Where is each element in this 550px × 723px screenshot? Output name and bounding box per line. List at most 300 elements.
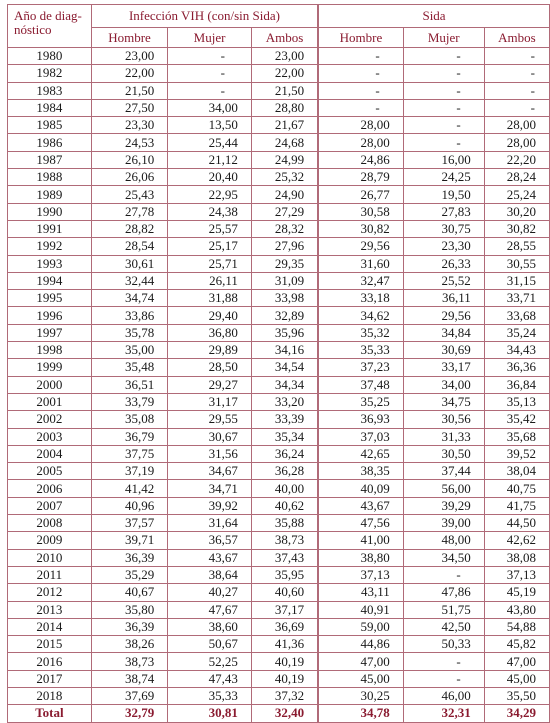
value-cell: 29,55 (168, 411, 252, 428)
value-cell: 30,69 (403, 342, 484, 359)
value-cell: 21,50 (91, 82, 167, 99)
value-cell: 33,79 (91, 393, 167, 410)
value-cell: 28,00 (484, 117, 549, 134)
value-cell: 24,38 (168, 203, 252, 220)
total-label: Total (8, 705, 92, 722)
value-cell: 30,50 (403, 445, 484, 462)
value-cell: 35,88 (251, 515, 318, 532)
table-row (8, 307, 550, 324)
value-cell: 47,86 (403, 584, 484, 601)
value-cell: 43,67 (318, 497, 403, 514)
value-cell: 29,56 (403, 307, 484, 324)
value-cell: 39,92 (168, 497, 252, 514)
value-cell: - (484, 99, 549, 116)
value-cell: 22,95 (168, 186, 252, 203)
value-cell: 43,80 (484, 601, 549, 618)
value-cell: 33,98 (251, 290, 318, 307)
year-cell: 2002 (8, 411, 92, 428)
value-cell: 23,30 (91, 117, 167, 134)
value-cell: 26,33 (403, 255, 484, 272)
value-cell: 31,09 (251, 272, 318, 289)
value-cell: 29,35 (251, 255, 318, 272)
table-row (8, 480, 550, 497)
value-cell: 30,56 (403, 411, 484, 428)
year-header-label: Año de diag- nóstico (14, 8, 82, 37)
value-cell: 36,36 (484, 359, 549, 376)
table-row (8, 290, 550, 307)
value-cell: - (318, 65, 403, 82)
table-row (8, 566, 550, 583)
value-cell: 22,20 (484, 151, 549, 168)
value-cell: 33,17 (403, 359, 484, 376)
value-cell: - (403, 134, 484, 151)
value-cell: 39,71 (91, 532, 167, 549)
value-cell: 27,29 (251, 203, 318, 220)
value-cell: 24,68 (251, 134, 318, 151)
value-cell: 54,88 (484, 618, 549, 635)
value-cell: 35,95 (251, 566, 318, 583)
value-cell: 28,50 (168, 359, 252, 376)
table-row (8, 428, 550, 445)
value-cell: 45,00 (318, 670, 403, 687)
value-cell: 30,25 (318, 687, 403, 704)
value-cell: 29,27 (168, 376, 252, 393)
year-cell: 1985 (8, 117, 92, 134)
value-cell: 45,00 (484, 670, 549, 687)
value-cell: 34,78 (318, 705, 403, 722)
value-cell: 24,99 (251, 151, 318, 168)
value-cell: 40,27 (168, 584, 252, 601)
value-cell: 35,00 (91, 342, 167, 359)
year-cell: 1984 (8, 99, 92, 116)
value-cell: 40,19 (251, 670, 318, 687)
value-cell: - (403, 117, 484, 134)
value-cell: 44,86 (318, 636, 403, 653)
value-cell: 25,43 (91, 186, 167, 203)
value-cell: 28,54 (91, 238, 167, 255)
value-cell: - (403, 82, 484, 99)
value-cell: 40,19 (251, 653, 318, 670)
year-cell: 1990 (8, 203, 92, 220)
value-cell: 31,33 (403, 428, 484, 445)
value-cell: 16,00 (403, 151, 484, 168)
value-cell: 47,67 (168, 601, 252, 618)
value-cell: 38,04 (484, 463, 549, 480)
value-cell: 36,79 (91, 428, 167, 445)
value-cell: 38,60 (168, 618, 252, 635)
value-cell: 37,69 (91, 687, 167, 704)
table-row (8, 134, 550, 151)
year-cell: 1992 (8, 238, 92, 255)
table-row (8, 411, 550, 428)
value-cell: 30,67 (168, 428, 252, 445)
table-row (8, 324, 550, 341)
total-row (8, 705, 550, 722)
value-cell: - (403, 65, 484, 82)
year-cell: 1996 (8, 307, 92, 324)
table-row (8, 186, 550, 203)
value-cell: - (403, 99, 484, 116)
value-cell: 35,24 (484, 324, 549, 341)
value-cell: 40,09 (318, 480, 403, 497)
value-cell: 34,84 (403, 324, 484, 341)
table-row (8, 549, 550, 566)
table-row (8, 255, 550, 272)
year-cell: 1986 (8, 134, 92, 151)
table-row (8, 203, 550, 220)
value-cell: 33,71 (484, 290, 549, 307)
value-cell: - (403, 670, 484, 687)
table-row (8, 238, 550, 255)
value-cell: 40,96 (91, 497, 167, 514)
value-cell: 30,82 (318, 220, 403, 237)
value-cell: 36,93 (318, 411, 403, 428)
value-cell: 28,82 (91, 220, 167, 237)
value-cell: - (318, 99, 403, 116)
value-cell: 30,82 (484, 220, 549, 237)
value-cell: 35,33 (318, 342, 403, 359)
year-cell: 2011 (8, 566, 92, 583)
table-row (8, 376, 550, 393)
col-header-vih-ambos: Ambos (251, 28, 318, 48)
value-cell: 38,73 (251, 532, 318, 549)
year-cell: 1999 (8, 359, 92, 376)
value-cell: 32,31 (403, 705, 484, 722)
value-cell: 36,69 (251, 618, 318, 635)
value-cell: 27,96 (251, 238, 318, 255)
value-cell: 40,60 (251, 584, 318, 601)
year-cell: 1997 (8, 324, 92, 341)
value-cell: 37,17 (251, 601, 318, 618)
year-cell: 1994 (8, 272, 92, 289)
value-cell: 37,44 (403, 463, 484, 480)
value-cell: 41,36 (251, 636, 318, 653)
value-cell: 38,08 (484, 549, 549, 566)
col-header-vih-mujer: Mujer (168, 28, 252, 48)
value-cell: 35,48 (91, 359, 167, 376)
table-row (8, 515, 550, 532)
table-row (8, 48, 550, 65)
value-cell: 47,00 (318, 653, 403, 670)
table-row (8, 117, 550, 134)
year-cell: 2012 (8, 584, 92, 601)
value-cell: 39,00 (403, 515, 484, 532)
table-row (8, 82, 550, 99)
table-row (8, 220, 550, 237)
value-cell: 34,62 (318, 307, 403, 324)
value-cell: 38,74 (91, 670, 167, 687)
value-cell: 36,28 (251, 463, 318, 480)
value-cell: 32,40 (251, 705, 318, 722)
value-cell: 37,57 (91, 515, 167, 532)
value-cell: 32,89 (251, 307, 318, 324)
table-row (8, 601, 550, 618)
value-cell: 59,00 (318, 618, 403, 635)
value-cell: 21,12 (168, 151, 252, 168)
value-cell: 29,56 (318, 238, 403, 255)
value-cell: 26,11 (168, 272, 252, 289)
value-cell: 37,43 (251, 549, 318, 566)
value-cell: 29,40 (168, 307, 252, 324)
value-cell: 34,71 (168, 480, 252, 497)
value-cell: 45,19 (484, 584, 549, 601)
col-header-sida-hombre: Hombre (318, 28, 403, 48)
table-row (8, 532, 550, 549)
value-cell: 34,67 (168, 463, 252, 480)
value-cell: 36,57 (168, 532, 252, 549)
value-cell: 31,60 (318, 255, 403, 272)
value-cell: 29,89 (168, 342, 252, 359)
table-row (8, 584, 550, 601)
value-cell: 47,00 (484, 653, 549, 670)
value-cell: 28,55 (484, 238, 549, 255)
value-cell: 36,84 (484, 376, 549, 393)
value-cell: 30,20 (484, 203, 549, 220)
value-cell: 33,86 (91, 307, 167, 324)
value-cell: - (484, 48, 549, 65)
value-cell: 28,79 (318, 169, 403, 186)
table-row (8, 670, 550, 687)
year-cell: 2018 (8, 687, 92, 704)
table-row (8, 151, 550, 168)
value-cell: - (318, 48, 403, 65)
value-cell: 27,78 (91, 203, 167, 220)
table-row (8, 445, 550, 462)
value-cell: - (403, 566, 484, 583)
value-cell: 25,71 (168, 255, 252, 272)
value-cell: 31,17 (168, 393, 252, 410)
value-cell: 50,67 (168, 636, 252, 653)
value-cell: 42,62 (484, 532, 549, 549)
value-cell: 35,33 (168, 687, 252, 704)
value-cell: 34,43 (484, 342, 549, 359)
value-cell: 36,39 (91, 618, 167, 635)
value-cell: 37,19 (91, 463, 167, 480)
value-cell: 47,56 (318, 515, 403, 532)
value-cell: 43,67 (168, 549, 252, 566)
value-cell: 37,48 (318, 376, 403, 393)
data-table (7, 4, 550, 723)
value-cell: 34,50 (403, 549, 484, 566)
value-cell: - (318, 82, 403, 99)
year-cell: 1983 (8, 82, 92, 99)
value-cell: 35,96 (251, 324, 318, 341)
value-cell: 34,00 (168, 99, 252, 116)
value-cell: 35,80 (91, 601, 167, 618)
year-cell: 1980 (8, 48, 92, 65)
year-cell: 1993 (8, 255, 92, 272)
value-cell: 34,75 (403, 393, 484, 410)
value-cell: 38,73 (91, 653, 167, 670)
value-cell: 37,32 (251, 687, 318, 704)
value-cell: 32,47 (318, 272, 403, 289)
value-cell: - (484, 82, 549, 99)
value-cell: 41,75 (484, 497, 549, 514)
year-cell: 2008 (8, 515, 92, 532)
value-cell: 38,80 (318, 549, 403, 566)
year-cell: 2001 (8, 393, 92, 410)
year-cell: 2005 (8, 463, 92, 480)
value-cell: 44,50 (484, 515, 549, 532)
value-cell: 40,62 (251, 497, 318, 514)
value-cell: - (168, 48, 252, 65)
year-cell: 2000 (8, 376, 92, 393)
table-row (8, 99, 550, 116)
value-cell: 19,50 (403, 186, 484, 203)
value-cell: 22,00 (251, 65, 318, 82)
value-cell: 38,35 (318, 463, 403, 480)
value-cell: 41,00 (318, 532, 403, 549)
value-cell: 23,00 (251, 48, 318, 65)
value-cell: 40,75 (484, 480, 549, 497)
table-container (7, 4, 550, 723)
value-cell: 34,74 (91, 290, 167, 307)
value-cell: 37,13 (484, 566, 549, 583)
value-cell: 42,50 (403, 618, 484, 635)
value-cell: 26,77 (318, 186, 403, 203)
value-cell: 52,25 (168, 653, 252, 670)
value-cell: 37,75 (91, 445, 167, 462)
value-cell: 35,32 (318, 324, 403, 341)
value-cell: 24,90 (251, 186, 318, 203)
col-header-sida-ambos: Ambos (484, 28, 549, 48)
col-header-vih-hombre: Hombre (91, 28, 167, 48)
value-cell: 37,23 (318, 359, 403, 376)
table-row (8, 342, 550, 359)
value-cell: 43,11 (318, 584, 403, 601)
value-cell: 40,67 (91, 584, 167, 601)
table-row (8, 653, 550, 670)
value-cell: 25,52 (403, 272, 484, 289)
year-cell: 1987 (8, 151, 92, 168)
value-cell: 24,86 (318, 151, 403, 168)
year-cell: 2016 (8, 653, 92, 670)
value-cell: 35,34 (251, 428, 318, 445)
value-cell: 41,42 (91, 480, 167, 497)
value-cell: 39,52 (484, 445, 549, 462)
year-cell: 2009 (8, 532, 92, 549)
value-cell: 25,17 (168, 238, 252, 255)
group-header-vih: Infección VIH (con/sin Sida) (91, 5, 318, 28)
value-cell: 34,54 (251, 359, 318, 376)
value-cell: 31,64 (168, 515, 252, 532)
value-cell: 38,26 (91, 636, 167, 653)
year-cell: 2013 (8, 601, 92, 618)
value-cell: 28,00 (318, 117, 403, 134)
value-cell: 40,91 (318, 601, 403, 618)
value-cell: 31,88 (168, 290, 252, 307)
value-cell: 35,08 (91, 411, 167, 428)
value-cell: 20,40 (168, 169, 252, 186)
value-cell: 50,33 (403, 636, 484, 653)
year-cell: 2015 (8, 636, 92, 653)
col-header-sida-mujer: Mujer (403, 28, 484, 48)
value-cell: 23,30 (403, 238, 484, 255)
table-row (8, 618, 550, 635)
value-cell: 26,06 (91, 169, 167, 186)
value-cell: 33,68 (484, 307, 549, 324)
value-cell: 47,43 (168, 670, 252, 687)
value-cell: 42,65 (318, 445, 403, 462)
value-cell: 13,50 (168, 117, 252, 134)
table-row (8, 65, 550, 82)
value-cell: 35,13 (484, 393, 549, 410)
value-cell: - (484, 65, 549, 82)
value-cell: 26,10 (91, 151, 167, 168)
value-cell: 32,44 (91, 272, 167, 289)
year-cell: 1982 (8, 65, 92, 82)
year-cell: 1995 (8, 290, 92, 307)
table-row (8, 393, 550, 410)
value-cell: 36,39 (91, 549, 167, 566)
value-cell: 28,00 (318, 134, 403, 151)
year-cell: 1989 (8, 186, 92, 203)
value-cell: 34,16 (251, 342, 318, 359)
value-cell: 33,20 (251, 393, 318, 410)
value-cell: 30,81 (168, 705, 252, 722)
value-cell: 33,18 (318, 290, 403, 307)
table-row (8, 169, 550, 186)
value-cell: 36,51 (91, 376, 167, 393)
value-cell: - (403, 653, 484, 670)
value-cell: - (403, 48, 484, 65)
value-cell: 45,82 (484, 636, 549, 653)
value-cell: 21,67 (251, 117, 318, 134)
value-cell: 25,32 (251, 169, 318, 186)
value-cell: 34,00 (403, 376, 484, 393)
value-cell: 35,42 (484, 411, 549, 428)
value-cell: 25,57 (168, 220, 252, 237)
value-cell: - (168, 82, 252, 99)
table-row (8, 687, 550, 704)
table-body (8, 48, 550, 723)
value-cell: 35,29 (91, 566, 167, 583)
value-cell: 34,34 (251, 376, 318, 393)
value-cell: 36,80 (168, 324, 252, 341)
year-cell: 2010 (8, 549, 92, 566)
value-cell: 28,24 (484, 169, 549, 186)
year-cell: 2014 (8, 618, 92, 635)
value-cell: 46,00 (403, 687, 484, 704)
value-cell: 30,61 (91, 255, 167, 272)
value-cell: 35,25 (318, 393, 403, 410)
value-cell: 27,83 (403, 203, 484, 220)
value-cell: 39,29 (403, 497, 484, 514)
value-cell: 28,32 (251, 220, 318, 237)
value-cell: 30,58 (318, 203, 403, 220)
table-row (8, 272, 550, 289)
value-cell: 35,68 (484, 428, 549, 445)
value-cell: - (168, 65, 252, 82)
value-cell: 22,00 (91, 65, 167, 82)
year-cell: 2017 (8, 670, 92, 687)
value-cell: 40,00 (251, 480, 318, 497)
value-cell: 35,50 (484, 687, 549, 704)
table-row (8, 636, 550, 653)
year-cell: 1988 (8, 169, 92, 186)
value-cell: 33,39 (251, 411, 318, 428)
value-cell: 27,50 (91, 99, 167, 116)
table-row (8, 359, 550, 376)
year-cell: 1991 (8, 220, 92, 237)
value-cell: 23,00 (91, 48, 167, 65)
year-cell: 1998 (8, 342, 92, 359)
value-cell: 25,24 (484, 186, 549, 203)
year-column-header (8, 5, 92, 48)
value-cell: 32,79 (91, 705, 167, 722)
value-cell: 31,15 (484, 272, 549, 289)
year-cell: 2003 (8, 428, 92, 445)
